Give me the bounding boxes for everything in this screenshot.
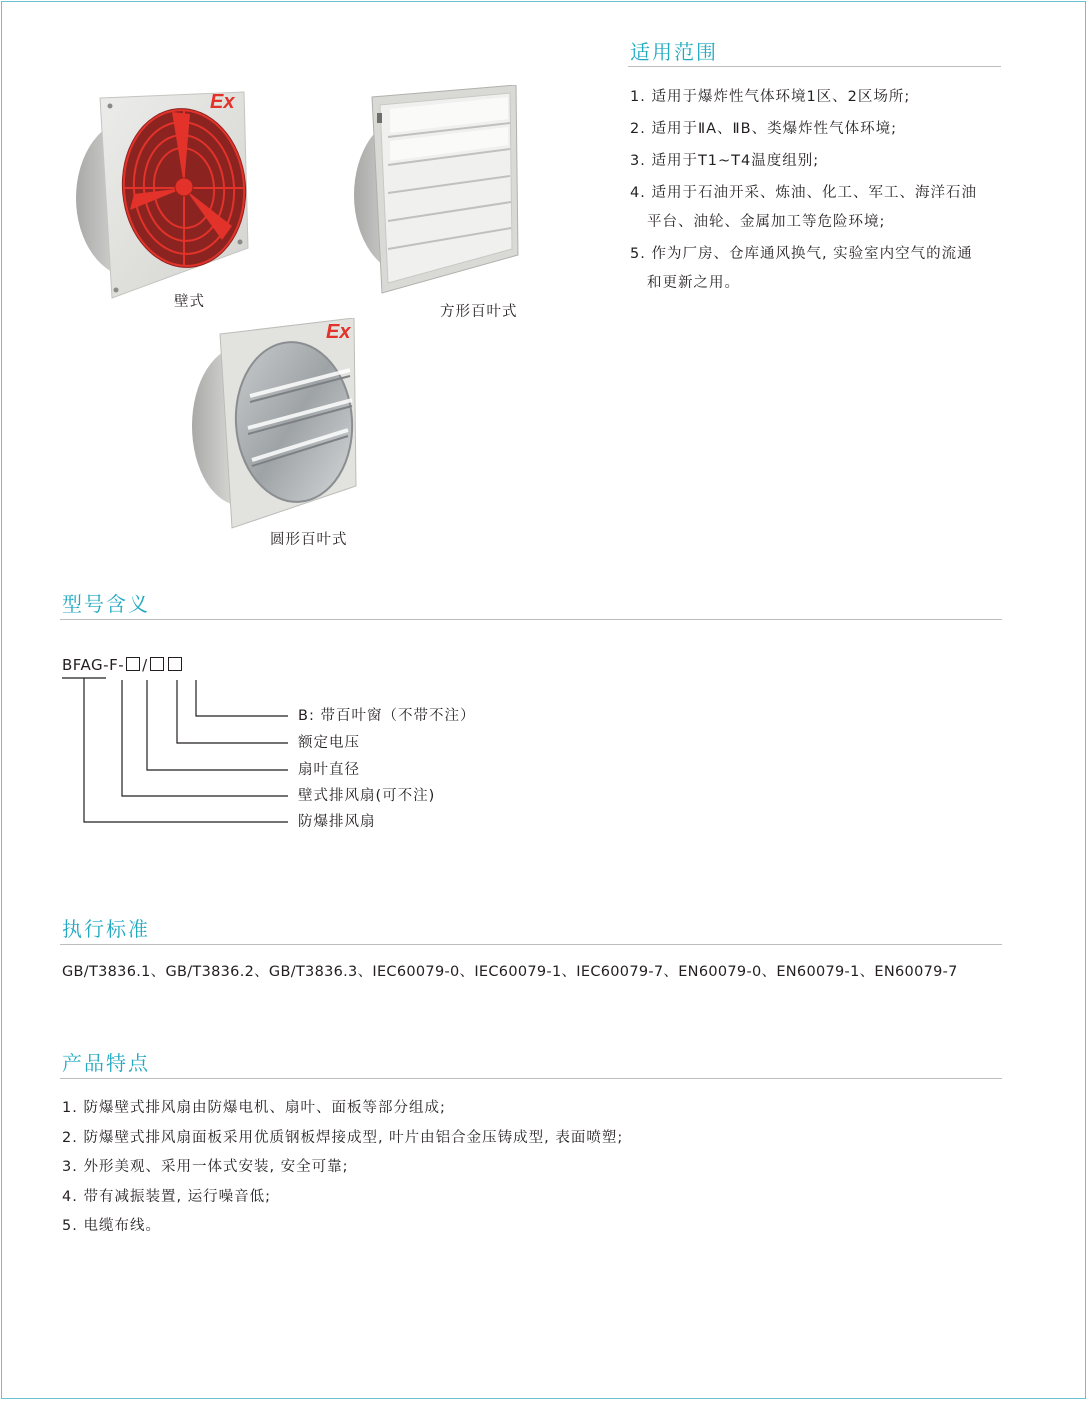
- list-item: 5. 电缆布线。: [62, 1218, 161, 1234]
- wall-fan-caption: 壁式: [174, 294, 205, 310]
- list-item: 2. 防爆壁式排风扇面板采用优质钢板焊接成型, 叶片由铝合金压铸成型, 表面喷塑;: [62, 1129, 624, 1146]
- standards-title: 执行标准: [62, 917, 150, 941]
- ex-mark: Ex: [210, 91, 235, 113]
- louver-placeholder-box: [168, 657, 182, 671]
- list-item: 2. 适用于ⅡA、ⅡB、类爆炸性气体环境;: [630, 121, 897, 137]
- list-item: [630, 179, 977, 237]
- features-title: 产品特点: [62, 1051, 150, 1075]
- model-code: [62, 656, 184, 674]
- ex-mark: Ex: [326, 321, 351, 343]
- voltage-placeholder-box: [150, 657, 164, 671]
- model-slash: /: [142, 656, 148, 674]
- model-title: 型号含义: [62, 592, 150, 616]
- model-part-f: -F-: [103, 656, 125, 674]
- model-divider: [60, 619, 1002, 620]
- square-louver-fan-image: [350, 85, 522, 297]
- scope-list: [630, 83, 977, 298]
- round-louver-caption: 圆形百叶式: [270, 532, 348, 548]
- scope-divider: [628, 66, 1001, 67]
- standards-text: GB/T3836.1、GB/T3836.2、GB/T3836.3、IEC60079-0、IEC60079-1、IEC60079-7、EN60079-0、EN60079-1、EN60079-7: [62, 964, 958, 980]
- diameter-placeholder-box: [126, 657, 140, 671]
- list-item-line: 4. 适用于石油开采、炼油、化工、军工、海洋石油: [630, 185, 977, 201]
- standards-divider: [60, 944, 1002, 945]
- list-item: 1. 适用于爆炸性气体环境1区、2区场所;: [630, 89, 911, 105]
- model-prefix: BFAG: [62, 656, 104, 674]
- list-item: [630, 240, 977, 298]
- explosion-proof-label: 防爆排风扇: [298, 814, 376, 830]
- list-item-line: 5. 作为厂房、仓库通风换气, 实验室内空气的流通: [630, 246, 973, 262]
- wall-fan-image: [72, 90, 252, 305]
- list-item-line: 平台、油轮、金属加工等危险环境;: [647, 214, 886, 230]
- voltage-label: 额定电压: [298, 735, 360, 751]
- louver-label: B: 带百叶窗（不带不注）: [298, 708, 476, 724]
- list-item: 3. 适用于T1~T4温度组别;: [630, 153, 820, 169]
- wall-type-label: 壁式排风扇(可不注): [298, 788, 436, 804]
- features-divider: [60, 1078, 1002, 1079]
- square-louver-caption: 方形百叶式: [440, 304, 518, 320]
- list-item: 3. 外形美观、采用一体式安装, 安全可靠;: [62, 1159, 349, 1175]
- features-list: [62, 1094, 623, 1242]
- list-item: 4. 带有减振装置, 运行噪音低;: [62, 1188, 272, 1205]
- list-item-line: 和更新之用。: [647, 275, 740, 291]
- diameter-label: 扇叶直径: [298, 762, 360, 778]
- scope-title: 适用范围: [630, 40, 718, 64]
- round-louver-fan-image: [190, 318, 362, 530]
- list-item: 1. 防爆壁式排风扇由防爆电机、扇叶、面板等部分组成;: [62, 1100, 446, 1116]
- model-diagram-lines: [60, 676, 300, 826]
